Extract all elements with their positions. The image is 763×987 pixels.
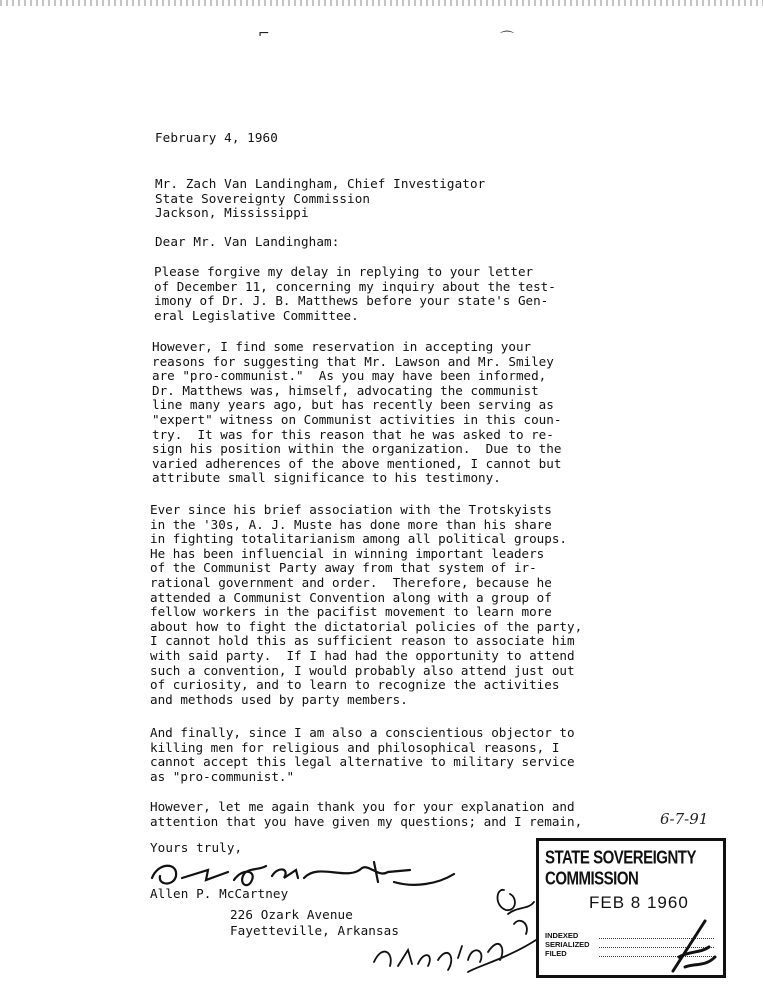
paragraph-5	[150, 800, 582, 829]
paragraph-line: attention that you have given my questions; and I remain,	[150, 813, 583, 829]
handwritten-margin-date: 6-7-91	[660, 810, 709, 828]
paragraph-line: reasons for suggesting that Mr. Lawson and Mr. Smiley	[152, 353, 554, 369]
paragraph-line: of December 11, concerning my inquiry about the test-	[154, 278, 556, 294]
paragraph-line: in the '30s, A. J. Muste has done more than his share	[150, 516, 552, 532]
letter-date: February 4, 1960	[155, 130, 278, 145]
paragraph-line: sign his position within the organization. Due to the	[152, 441, 562, 457]
paragraph-line: I cannot hold this as sufficient reason to associate him	[150, 633, 575, 649]
paragraph-line: "expert" witness on Communist activities in this coun-	[152, 411, 562, 427]
signer-address-line-1: 226 Ozark Avenue	[230, 907, 353, 922]
paragraph-line: Ever since his brief association with the Trotskyists	[150, 502, 552, 517]
paragraph-line: varied adherences of the above mentioned, I cannot but	[152, 455, 562, 471]
stamp-row-serialized: SERIALIZED	[545, 940, 590, 949]
stamp-initials	[665, 917, 721, 975]
paragraph-line: Please forgive my delay in replying to your letter	[154, 264, 534, 279]
paragraph-line: attended a Communist Convention along with a group of	[150, 589, 552, 605]
paragraph-line: of curiosity, and to learn to recognize the activities	[150, 677, 560, 693]
paragraph-line: killing men for religious and philosophical reasons, I	[150, 739, 560, 755]
stamp-row-filed: FILED	[545, 949, 567, 958]
paragraph-line: line many years ago, but has recently been serving as	[152, 397, 554, 413]
paragraph-line: about how to fight the dictatorial policies of the party,	[150, 618, 583, 634]
signer-address-line-2: Fayetteville, Arkansas	[230, 923, 400, 938]
recipient-line-2: State Sovereignty Commission	[155, 190, 371, 206]
stamp-row-indexed: INDEXED	[545, 931, 579, 940]
paragraph-line: However, let me again thank you for your explanation and	[150, 799, 575, 814]
paragraph-line: However, I find some reservation in accepting your	[152, 339, 532, 354]
paragraph-2	[152, 340, 561, 486]
stamp-date: FEB 8 1960	[589, 893, 689, 912]
recipient-line-3: Jackson, Mississippi	[155, 205, 309, 221]
paragraph-1	[154, 265, 556, 323]
paragraph-line: of the Communist Party away from that system of ir-	[150, 560, 537, 576]
paragraph-3	[150, 503, 582, 707]
paragraph-line: He has been influencial in winning important leaders	[150, 545, 545, 561]
paragraph-line: eral Legislative Committee.	[154, 307, 359, 323]
paragraph-line: rational government and order. Therefore, because he	[150, 574, 552, 590]
scan-top-edge	[0, 0, 763, 6]
paragraph-line: And finally, since I am also a conscientious objector to	[150, 725, 575, 740]
scan-mark-left: ⌐	[258, 26, 270, 42]
paragraph-line: imony of Dr. J. B. Matthews before your state's Gen-	[154, 293, 549, 309]
paragraph-line: with said party. If I had had the opportunity to attend	[150, 647, 575, 663]
paragraph-line: and methods used by party members.	[150, 691, 408, 707]
paragraph-line: try. It was for this reason that he was asked to re-	[152, 426, 554, 442]
paragraph-line: Dr. Matthews was, himself, advocating the communist	[152, 382, 539, 398]
state-sovereignty-commission-stamp	[536, 838, 726, 978]
recipient-line-1: Mr. Zach Van Landingham, Chief Investigator	[155, 176, 486, 191]
stamp-title: STATE SOVEREIGNTY COMMISSION	[545, 847, 696, 890]
paragraph-line: such a convention, I would probably also attend just out	[150, 662, 575, 678]
closing: Yours truly,	[150, 840, 243, 855]
paragraph-line: attribute small significance to his testimony.	[152, 470, 501, 486]
paragraph-line: in fighting totalitarianism among all political groups.	[150, 531, 568, 547]
paragraph-line: are "pro-communist." As you may have been informed,	[152, 368, 547, 384]
handwritten-note	[368, 880, 543, 980]
paragraph-line: as "pro-communist."	[150, 768, 295, 784]
paragraph-4	[150, 726, 575, 784]
signer-name: Allen P. McCartney	[150, 886, 289, 901]
scan-mark-right: ⌒	[500, 31, 514, 47]
paragraph-line: fellow workers in the pacifist movement to learn more	[150, 604, 552, 620]
paragraph-line: cannot accept this legal alternative to military service	[150, 754, 575, 770]
salutation: Dear Mr. Van Landingham:	[155, 234, 340, 249]
